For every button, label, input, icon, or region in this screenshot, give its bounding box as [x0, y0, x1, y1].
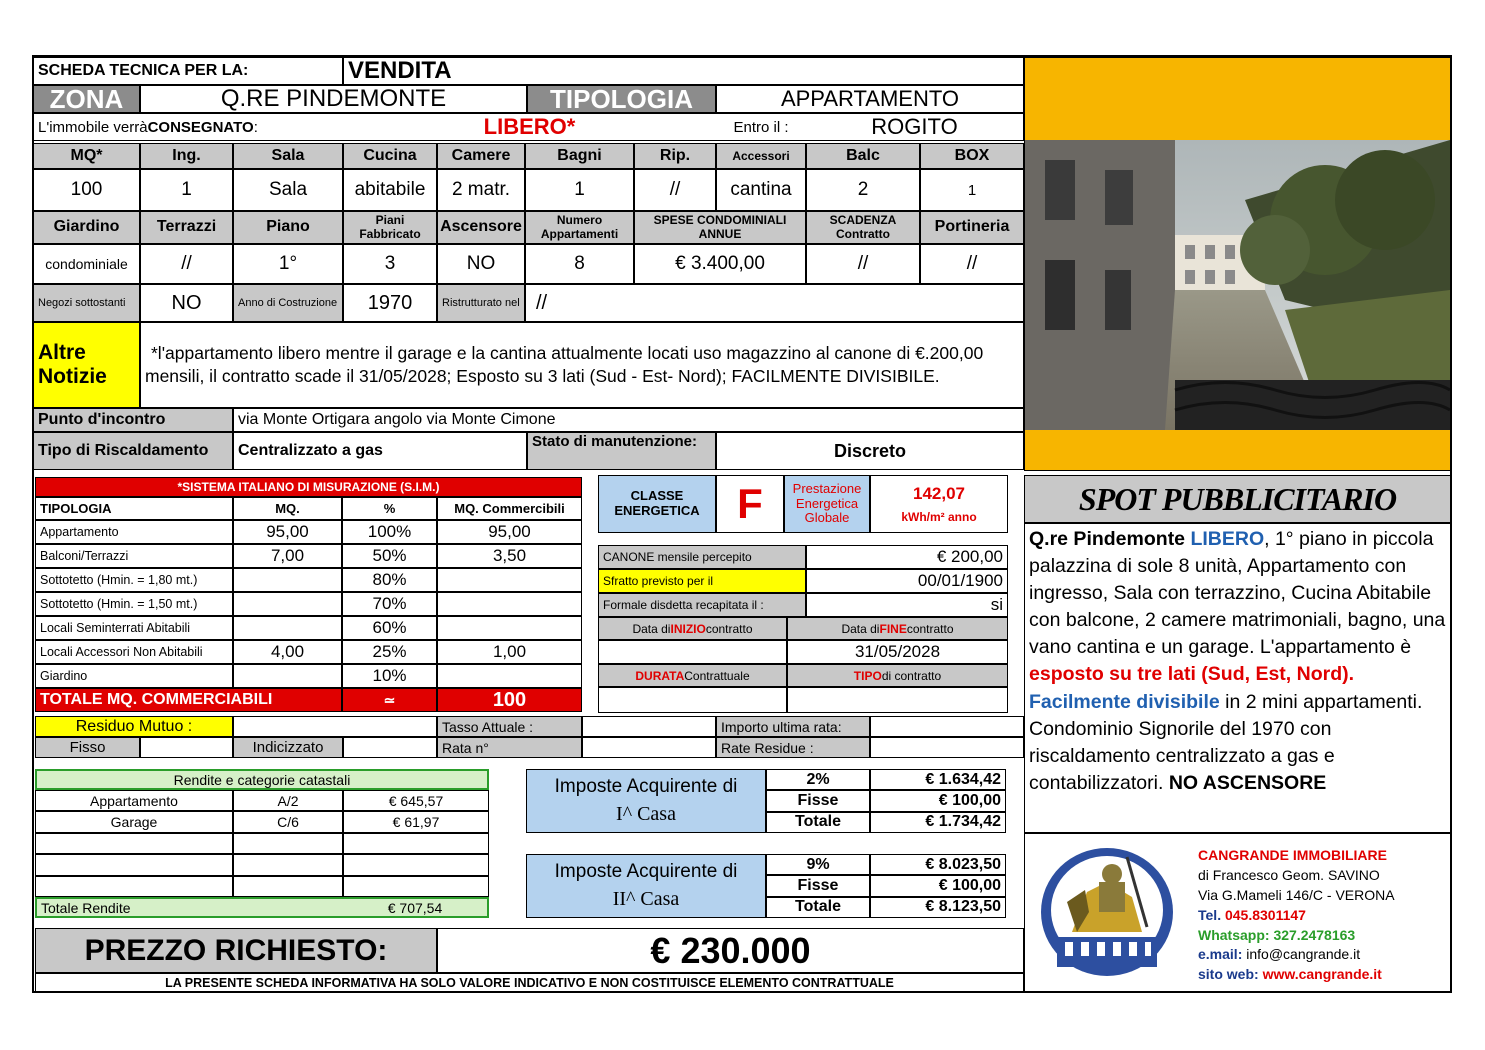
sim-cell: 7,00	[233, 544, 342, 568]
sim-cell: 4,00	[233, 640, 342, 664]
energy-performance-unit: kWh/m² anno	[901, 510, 977, 524]
sfratto-value: 00/01/1900	[806, 569, 1008, 593]
sim-total-label: TOTALE MQ. COMMERCIABILI	[35, 688, 342, 712]
sim-cell: 70%	[342, 592, 437, 616]
sim-cell	[437, 568, 582, 592]
feature-header: Accessori	[716, 143, 806, 169]
tax-value: € 1.734,42	[870, 812, 1006, 833]
cadastral-title: Rendite e categorie catastali	[35, 769, 489, 790]
sim-cell: Appartamento	[35, 520, 233, 544]
feature-header: Terrazzi	[140, 211, 233, 244]
tax-value: € 8.123,50	[870, 897, 1006, 918]
ristrutturato-value: //	[525, 284, 1024, 322]
feature-value: //	[806, 244, 920, 284]
feature-header: Bagni	[525, 143, 634, 169]
sim-cell: Locali Seminterrati Abitabili	[35, 616, 233, 640]
feature-header: Rip.	[634, 143, 716, 169]
tax1-subtitle: I^ Casa	[616, 803, 676, 826]
feature-value: € 3.400,00	[634, 244, 806, 284]
feature-header: Sala	[233, 143, 343, 169]
agency-email[interactable]: e.mail: info@cangrande.it	[1198, 946, 1361, 963]
cadastral-cell	[233, 854, 343, 875]
sim-cell: 3,50	[437, 544, 582, 568]
tax-value: € 1.634,42	[870, 769, 1006, 790]
cadastral-cell: Garage	[35, 811, 233, 832]
tax-label: Fisse	[766, 790, 870, 811]
agency-name: CANGRANDE IMMOBILIARE	[1198, 847, 1387, 863]
energy-performance	[870, 475, 1008, 533]
notes-text: *l'appartamento libero mentre il garage e la cantina attualmente locati uso magazzino al canone di €.200,00 mensili, il contratto scade il 31/05/2028; Esposto su 3 lati (Sud - Est- Nord); FACILMENTE DIVISIBILE.	[140, 322, 1024, 408]
price-value: € 230.000	[437, 928, 1024, 973]
scheda-value: VENDITA	[343, 57, 1024, 85]
residuo-label: Residuo Mutuo :	[35, 716, 233, 737]
feature-value: //	[634, 169, 716, 211]
residue-label: Rate Residue :	[716, 737, 870, 758]
notes-label: Altre Notizie	[33, 322, 140, 408]
feature-value: 1	[525, 169, 634, 211]
feature-header: BOX	[920, 143, 1024, 169]
disdetta-value: si	[806, 593, 1008, 617]
tax-value: € 100,00	[870, 875, 1006, 896]
tax-value: € 100,00	[870, 790, 1006, 811]
cadastral-cell	[233, 876, 343, 897]
sim-cell: 95,00	[233, 520, 342, 544]
feature-value: NO	[437, 244, 525, 284]
residuo-value	[233, 716, 437, 737]
feature-header: SCADENZA Contratto	[806, 211, 920, 244]
tipologia-label: TIPOLOGIA	[527, 85, 716, 113]
spot-text: Q.re Pindemonte LIBERO, 1° piano in piccola palazzina di sole 8 unità, Appartamento con ingresso, Sala con terrazzino, Cucina Abitabile con balcone, 2 camere matrimoniali, bagno, una vano cantina e un garage. L'appartamento è esposto su tre lati (Sud, Est, Nord). Facilmente divisibile in 2 mini appartamenti. Condominio Signorile del 1970 con riscaldamento centralizzato a gas e contabilizzatori. NO ASCENSORE	[1024, 523, 1451, 833]
tax2-subtitle: II^ Casa	[612, 888, 680, 911]
fisso-label: Fisso	[35, 737, 140, 758]
sim-cell: 80%	[342, 568, 437, 592]
sim-cell	[233, 592, 342, 616]
sim-cell: Giardino	[35, 664, 233, 688]
sfratto-label: Sfratto previsto per il	[598, 569, 806, 593]
agency-logo-icon	[1037, 842, 1177, 982]
sim-cell	[233, 616, 342, 640]
feature-value: cantina	[716, 169, 806, 211]
agency-website[interactable]: sito web: www.cangrande.it	[1198, 966, 1382, 983]
energy-performance-value: 142,07	[913, 484, 965, 503]
tax-label: Fisse	[766, 875, 870, 896]
sim-cell	[437, 664, 582, 688]
tax-label: Totale	[766, 897, 870, 918]
anno-value: 1970	[343, 284, 437, 322]
tipo-value	[787, 687, 1008, 713]
agency-address: Via G.Mameli 146/C - VERONA	[1198, 886, 1395, 903]
tax-label: 9%	[766, 854, 870, 875]
inizio-label: Data di INIZIO contratto	[598, 617, 787, 640]
sim-total-approx: ≃	[342, 688, 437, 712]
heating-value: Centralizzato a gas	[233, 432, 527, 470]
feature-value: 1	[920, 169, 1024, 211]
durata-value	[598, 687, 787, 713]
sim-header: TIPOLOGIA	[35, 497, 233, 520]
feature-value: //	[920, 244, 1024, 284]
feature-header: Piano	[233, 211, 343, 244]
rata-label: Rata n°	[437, 737, 582, 758]
energy-class-label: CLASSE ENERGETICA	[598, 475, 716, 533]
sim-cell: 10%	[342, 664, 437, 688]
tax2-title-box	[526, 854, 766, 918]
feature-value: 1°	[233, 244, 343, 284]
property-photo	[1025, 140, 1450, 430]
feature-value: Sala	[233, 169, 343, 211]
price-label: PREZZO RICHIESTO:	[35, 928, 437, 973]
entro-label: Entro il :	[716, 113, 806, 141]
sim-cell	[437, 616, 582, 640]
feature-header: Ing.	[140, 143, 233, 169]
feature-value: //	[140, 244, 233, 284]
feature-value: 2 matr.	[437, 169, 525, 211]
cadastral-cell	[343, 854, 489, 875]
importo-label: Importo ultima rata:	[716, 716, 870, 737]
tipologia-value: APPARTAMENTO	[716, 85, 1024, 113]
sim-cell: Balconi/Terrazzi	[35, 544, 233, 568]
sim-cell: 60%	[342, 616, 437, 640]
agency-owner: di Francesco Geom. SAVINO	[1198, 866, 1380, 883]
sim-cell: 25%	[342, 640, 437, 664]
energy-class-value: F	[716, 475, 784, 533]
cadastral-cell: € 61,97	[343, 811, 489, 832]
cadastral-cell	[343, 876, 489, 897]
negozi-value: NO	[140, 284, 233, 322]
sim-total-value: 100	[437, 688, 582, 712]
feature-header: Numero Appartamenti	[525, 211, 634, 244]
feature-value: 100	[33, 169, 140, 211]
feature-header: Giardino	[33, 211, 140, 244]
indicizzato-label: Indicizzato	[233, 737, 343, 758]
canone-label: CANONE mensile percepito	[598, 545, 806, 569]
inizio-value	[598, 640, 787, 664]
feature-value: 8	[525, 244, 634, 284]
tax-value: € 8.023,50	[870, 854, 1006, 875]
tax-label: Totale	[766, 812, 870, 833]
cadastral-total-value: € 707,54	[343, 897, 489, 918]
stato-label: Stato di manutenzione:	[527, 432, 716, 470]
feature-header: Portineria	[920, 211, 1024, 244]
feature-value: 3	[343, 244, 437, 284]
sim-header: MQ.	[233, 497, 342, 520]
scheda-label: SCHEDA TECNICA PER LA:	[33, 57, 343, 85]
feature-value: abitabile	[343, 169, 437, 211]
sim-cell: Sottotetto (Hmin. = 1,80 mt.)	[35, 568, 233, 592]
meeting-label: Punto d'incontro	[33, 408, 233, 432]
disdetta-label: Formale disdetta recapitata il :	[598, 593, 806, 617]
fine-label: Data di FINE contratto	[787, 617, 1008, 640]
sim-cell	[437, 592, 582, 616]
feature-value: 1	[140, 169, 233, 211]
cadastral-cell	[343, 833, 489, 854]
feature-value: condominiale	[33, 244, 140, 284]
tax-label: 2%	[766, 769, 870, 790]
cadastral-cell	[35, 876, 233, 897]
tax2-title: Imposte Acquirente di	[554, 860, 738, 882]
tipo-label: TIPO di contratto	[787, 664, 1008, 687]
heating-label: Tipo di Riscaldamento	[33, 432, 233, 470]
cadastral-cell	[35, 854, 233, 875]
energy-performance-label: Prestazione Energetica Globale	[784, 475, 870, 533]
sim-cell: 1,00	[437, 640, 582, 664]
consegna-value: LIBERO*	[343, 113, 716, 141]
feature-header: Piani Fabbricato	[343, 211, 437, 244]
canone-value: € 200,00	[806, 545, 1008, 569]
sim-cell	[233, 664, 342, 688]
feature-header: SPESE CONDOMINIALI ANNUE	[634, 211, 806, 244]
indicizzato-value	[343, 737, 437, 758]
agency-tel: Tel. 045.8301147	[1198, 906, 1306, 923]
sim-cell: Locali Accessori Non Abitabili	[35, 640, 233, 664]
tasso-value	[582, 716, 716, 737]
zona-value: Q.RE PINDEMONTE	[140, 85, 527, 113]
entro-value: ROGITO	[806, 113, 1024, 141]
sim-header: %	[342, 497, 437, 520]
disclaimer: LA PRESENTE SCHEDA INFORMATIVA HA SOLO VALORE INDICATIVO E NON COSTITUISCE ELEMENTO CONTRATTUALE	[35, 973, 1024, 992]
residue-value	[870, 737, 1024, 758]
cadastral-total-label: Totale Rendite	[35, 897, 343, 918]
importo-value	[870, 716, 1024, 737]
spot-title: SPOT PUBBLICITARIO	[1024, 475, 1451, 523]
agency-whatsapp: Whatsapp: 327.2478163	[1198, 926, 1356, 943]
feature-header: Ascensore	[437, 211, 525, 244]
sim-cell	[233, 568, 342, 592]
zona-label: ZONA	[33, 85, 140, 113]
meeting-value: via Monte Ortigara angolo via Monte Cimone	[233, 408, 1024, 432]
sim-cell: 100%	[342, 520, 437, 544]
feature-header: Cucina	[343, 143, 437, 169]
negozi-label: Negozi sottostanti	[33, 284, 140, 322]
feature-header: Balc	[806, 143, 920, 169]
anno-label: Anno di Costruzione	[233, 284, 343, 322]
durata-label: DURATA Contrattuale	[598, 664, 787, 687]
rata-value	[582, 737, 716, 758]
sim-cell: Sottotetto (Hmin. = 1,50 mt.)	[35, 592, 233, 616]
cadastral-cell: Appartamento	[35, 790, 233, 811]
sim-cell: 95,00	[437, 520, 582, 544]
cadastral-cell: C/6	[233, 811, 343, 832]
tasso-label: Tasso Attuale :	[437, 716, 582, 737]
tax1-title-box	[526, 769, 766, 833]
cadastral-cell	[233, 833, 343, 854]
fisso-value	[140, 737, 233, 758]
ristrutturato-label: Ristrutturato nel	[437, 284, 525, 322]
sim-cell: 50%	[342, 544, 437, 568]
feature-value: 2	[806, 169, 920, 211]
photo-frame	[1024, 57, 1451, 471]
stato-value: Discreto	[716, 432, 1024, 470]
cadastral-cell	[35, 833, 233, 854]
fine-value: 31/05/2028	[787, 640, 1008, 664]
feature-header: Camere	[437, 143, 525, 169]
sim-title: *SISTEMA ITALIANO DI MISURAZIONE (S.I.M.)	[35, 477, 582, 497]
sim-header: MQ. Commercibili	[437, 497, 582, 520]
agency-box	[1024, 833, 1451, 992]
cadastral-cell: € 645,57	[343, 790, 489, 811]
feature-header: MQ*	[33, 143, 140, 169]
tax1-title: Imposte Acquirente di	[554, 775, 738, 797]
consegna-label: L'immobile verrà CONSEGNATO :	[33, 113, 343, 141]
cadastral-cell: A/2	[233, 790, 343, 811]
